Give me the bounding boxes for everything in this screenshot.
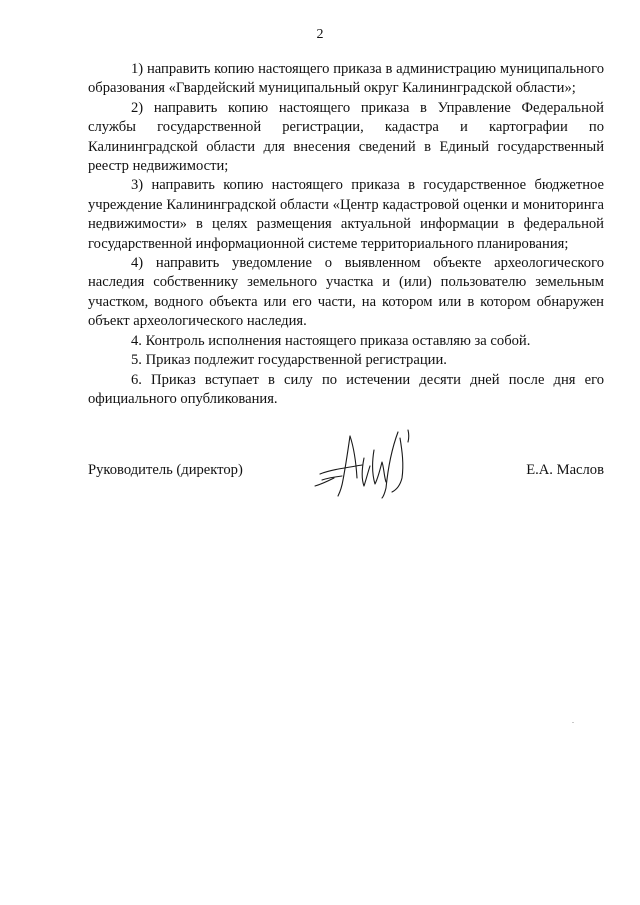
document-body xyxy=(88,60,604,409)
signer-name: Е.А. Маслов xyxy=(526,462,604,478)
paragraph-item-4: 4) направить уведомление о выявленном объекте археологического наследия собственнику земельного участка и (или) пользователю земельным участком, водного объекта или его части, на котором или в котором обнаружен объект археологического наследия. xyxy=(88,255,604,330)
paragraph-registration-clause: 5. Приказ подлежит государственной регистрации. xyxy=(131,352,447,369)
page-number: 2 xyxy=(316,27,324,42)
scan-speck xyxy=(572,722,574,723)
signer-title: Руководитель (директор) xyxy=(88,462,243,478)
paragraph-item-3: 3) направить копию настоящего приказа в государственное бюджетное учреждение Калининградской области «Центр кадастровой оценки и мониторинга недвижимости» в целях размещения актуальной информации в федеральной государственной информационной системе территориального планирования; xyxy=(88,177,604,252)
paragraph-effective-clause: 6. Приказ вступает в силу по истечении десяти дней после дня его официального опубликования. xyxy=(88,371,604,407)
paragraph-control-clause: 4. Контроль исполнения настоящего приказа оставляю за собой. xyxy=(131,332,531,349)
handwritten-signature xyxy=(312,428,430,500)
paragraph-item-1: 1) направить копию настоящего приказа в администрацию муниципального образования «Гвардейский муниципальный округ Калининградской области»; xyxy=(88,61,604,97)
paragraph-item-2: 2) направить копию настоящего приказа в Управление Федеральной службы государственной регистрации, кадастра и картографии по Калининградской области для внесения сведений в Единый государственный реестр недвижимости; xyxy=(88,99,604,175)
